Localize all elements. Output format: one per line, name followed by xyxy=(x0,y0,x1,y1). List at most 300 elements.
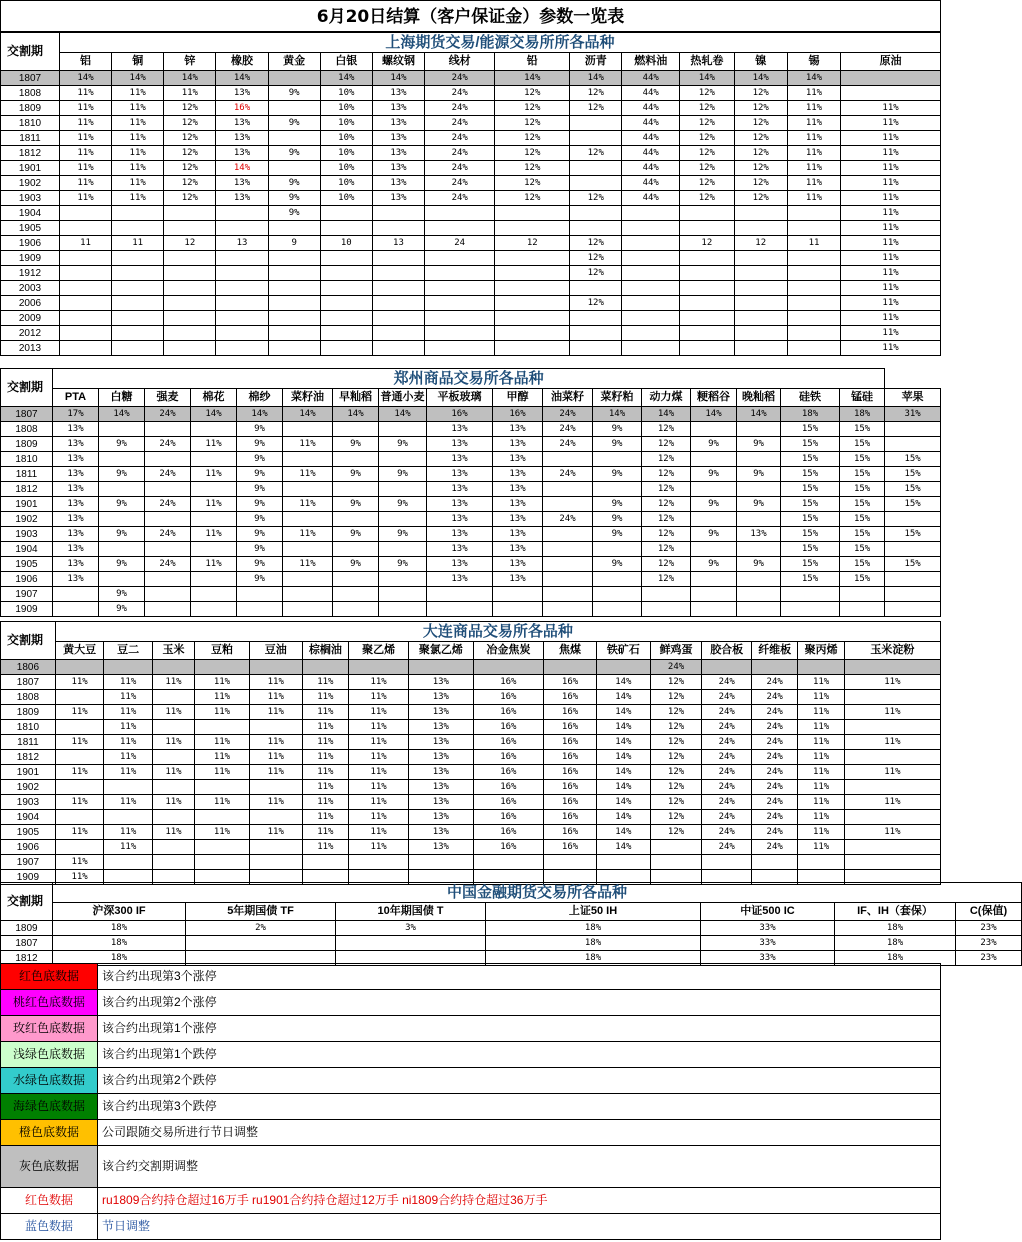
data-cell: 13% xyxy=(216,146,268,161)
data-cell: 18% xyxy=(486,936,701,951)
product-name: 豆油 xyxy=(249,642,302,660)
data-cell: 11% xyxy=(302,735,348,750)
table-row xyxy=(1,221,941,236)
data-cell: 13% xyxy=(409,705,473,720)
data-cell: 11% xyxy=(152,765,194,780)
data-cell: 15% xyxy=(840,497,885,512)
data-cell: 11% xyxy=(349,840,409,855)
legend-description: 该合约出现第1个跌停 xyxy=(98,1042,941,1068)
data-cell xyxy=(844,780,940,795)
data-cell: 44% xyxy=(622,146,680,161)
data-cell: 11% xyxy=(191,527,237,542)
data-cell: 13% xyxy=(427,437,493,452)
product-name: 5年期国债 TF xyxy=(186,903,336,921)
data-cell xyxy=(112,206,164,221)
data-cell xyxy=(191,542,237,557)
data-cell: 11% xyxy=(249,795,302,810)
data-cell: 11% xyxy=(841,311,941,326)
data-cell: 24% xyxy=(702,780,752,795)
data-cell xyxy=(320,341,372,356)
data-cell xyxy=(372,341,424,356)
data-cell: 11% xyxy=(798,720,844,735)
data-cell: 18% xyxy=(840,407,885,422)
data-cell: 11% xyxy=(787,86,840,101)
shfe-table xyxy=(0,32,941,356)
product-name: 棉纱 xyxy=(237,389,283,407)
data-cell xyxy=(543,452,593,467)
data-cell xyxy=(543,602,593,617)
data-cell: 11% xyxy=(787,191,840,206)
product-name: 锡 xyxy=(787,53,840,71)
data-cell xyxy=(55,660,104,675)
data-cell xyxy=(841,86,941,101)
product-name: 平板玻璃 xyxy=(427,389,493,407)
data-cell: 2% xyxy=(186,921,336,936)
product-name: 动力煤 xyxy=(642,389,691,407)
table-row xyxy=(1,311,941,326)
data-cell: 33% xyxy=(701,921,835,936)
data-cell xyxy=(543,497,593,512)
data-cell: 44% xyxy=(622,101,680,116)
data-cell: 24% xyxy=(751,810,797,825)
data-cell: 13% xyxy=(493,482,543,497)
data-cell xyxy=(544,660,597,675)
delivery-period: 1807 xyxy=(1,936,53,951)
data-cell: 14% xyxy=(596,765,650,780)
data-cell xyxy=(268,71,320,86)
data-cell: 11% xyxy=(112,146,164,161)
data-cell xyxy=(691,602,737,617)
data-cell: 11% xyxy=(787,146,840,161)
data-cell xyxy=(798,855,844,870)
data-cell xyxy=(320,206,372,221)
data-cell: 11% xyxy=(349,810,409,825)
data-cell: 15% xyxy=(781,437,840,452)
table-row xyxy=(1,810,941,825)
data-cell: 9% xyxy=(237,467,283,482)
data-cell: 11% xyxy=(195,675,250,690)
data-cell xyxy=(372,221,424,236)
table-row xyxy=(1,251,941,266)
exchange-header-row xyxy=(1,622,941,642)
product-name: 橡胶 xyxy=(216,53,268,71)
data-cell: 24% xyxy=(702,735,752,750)
data-cell: 14% xyxy=(596,720,650,735)
product-name: 原油 xyxy=(841,53,941,71)
data-cell: 12% xyxy=(650,795,702,810)
product-name: 燃料油 xyxy=(622,53,680,71)
data-cell: 23% xyxy=(956,921,1022,936)
data-cell: 24% xyxy=(425,176,495,191)
data-cell: 11% xyxy=(152,675,194,690)
data-cell: 24% xyxy=(751,825,797,840)
data-cell xyxy=(268,221,320,236)
data-cell xyxy=(268,266,320,281)
data-cell xyxy=(268,326,320,341)
data-cell xyxy=(333,512,379,527)
data-cell xyxy=(112,266,164,281)
data-cell: 11% xyxy=(798,675,844,690)
data-cell: 18% xyxy=(835,936,956,951)
data-cell: 11% xyxy=(55,795,104,810)
data-cell: 9% xyxy=(379,557,427,572)
data-cell: 24% xyxy=(425,161,495,176)
period-label: 交割期 xyxy=(1,883,53,921)
data-cell: 14% xyxy=(99,407,145,422)
data-cell xyxy=(840,602,885,617)
data-cell: 12% xyxy=(570,266,622,281)
data-cell xyxy=(195,780,250,795)
data-cell xyxy=(885,542,941,557)
legend-row xyxy=(1,1188,941,1214)
legend-description: 节日调整 xyxy=(98,1214,941,1240)
data-cell: 12% xyxy=(495,116,570,131)
data-cell xyxy=(333,572,379,587)
data-cell xyxy=(425,251,495,266)
data-cell: 10% xyxy=(320,116,372,131)
data-cell: 13% xyxy=(216,86,268,101)
data-cell: 13% xyxy=(53,452,99,467)
data-cell: 24% xyxy=(751,780,797,795)
data-cell xyxy=(99,422,145,437)
data-cell: 9% xyxy=(237,542,283,557)
exchange-name: 郑州商品交易所各品种 xyxy=(53,369,885,389)
data-cell xyxy=(379,482,427,497)
product-header-row xyxy=(1,642,941,660)
data-cell xyxy=(622,251,680,266)
data-cell xyxy=(186,936,336,951)
data-cell: 16% xyxy=(544,690,597,705)
data-cell xyxy=(283,602,333,617)
data-cell xyxy=(283,422,333,437)
data-cell xyxy=(691,482,737,497)
product-name: 锌 xyxy=(164,53,216,71)
data-cell: 11% xyxy=(841,326,941,341)
data-cell: 24% xyxy=(145,437,191,452)
data-cell xyxy=(642,602,691,617)
data-cell: 11% xyxy=(302,705,348,720)
data-cell: 18% xyxy=(486,951,701,966)
data-cell xyxy=(570,341,622,356)
product-header-row xyxy=(1,389,941,407)
product-name: 纤维板 xyxy=(751,642,797,660)
data-cell: 10% xyxy=(320,86,372,101)
data-cell: 18% xyxy=(835,951,956,966)
table-row xyxy=(1,572,941,587)
data-cell: 11% xyxy=(59,146,111,161)
data-cell: 14% xyxy=(596,810,650,825)
data-cell xyxy=(379,422,427,437)
data-cell: 16% xyxy=(473,780,544,795)
delivery-period: 1905 xyxy=(1,825,56,840)
data-cell: 24% xyxy=(702,795,752,810)
data-cell xyxy=(622,266,680,281)
data-cell: 31% xyxy=(885,407,941,422)
data-cell: 13% xyxy=(372,146,424,161)
table-row xyxy=(1,281,941,296)
data-cell xyxy=(543,542,593,557)
data-cell xyxy=(283,512,333,527)
legend-row xyxy=(1,1016,941,1042)
data-cell xyxy=(164,221,216,236)
data-cell xyxy=(493,587,543,602)
legend-row xyxy=(1,1120,941,1146)
data-cell: 11% xyxy=(59,101,111,116)
data-cell: 13% xyxy=(216,116,268,131)
data-cell: 11% xyxy=(787,176,840,191)
data-cell: 15% xyxy=(840,557,885,572)
data-cell: 12% xyxy=(734,131,787,146)
data-cell: 14% xyxy=(237,407,283,422)
data-cell: 11 xyxy=(787,236,840,251)
delivery-period: 1812 xyxy=(1,482,53,497)
data-cell xyxy=(379,602,427,617)
data-cell: 13% xyxy=(737,527,781,542)
data-cell xyxy=(59,221,111,236)
data-cell: 12% xyxy=(642,557,691,572)
data-cell xyxy=(372,281,424,296)
data-cell xyxy=(55,690,104,705)
data-cell xyxy=(570,116,622,131)
data-cell: 14% xyxy=(691,407,737,422)
data-cell: 24% xyxy=(702,690,752,705)
data-cell xyxy=(596,855,650,870)
data-cell: 17% xyxy=(53,407,99,422)
data-cell: 16% xyxy=(544,675,597,690)
data-cell: 24% xyxy=(702,825,752,840)
data-cell: 9% xyxy=(593,512,642,527)
table-row xyxy=(1,512,941,527)
data-cell: 13% xyxy=(409,735,473,750)
data-cell xyxy=(99,482,145,497)
product-name: 粳稻谷 xyxy=(691,389,737,407)
data-cell: 12% xyxy=(650,705,702,720)
data-cell: 11% xyxy=(841,341,941,356)
data-cell xyxy=(680,341,734,356)
data-cell xyxy=(302,855,348,870)
data-cell: 11% xyxy=(249,825,302,840)
data-cell: 11% xyxy=(249,705,302,720)
data-cell xyxy=(283,587,333,602)
data-cell: 15% xyxy=(840,482,885,497)
data-cell xyxy=(268,296,320,311)
data-cell xyxy=(781,587,840,602)
table-row xyxy=(1,675,941,690)
data-cell: 11% xyxy=(283,497,333,512)
table-row xyxy=(1,191,941,206)
delivery-period: 1807 xyxy=(1,71,60,86)
data-cell: 11% xyxy=(349,750,409,765)
data-cell: 11% xyxy=(112,101,164,116)
delivery-period: 1807 xyxy=(1,407,53,422)
data-cell xyxy=(237,602,283,617)
product-name: 聚氯乙烯 xyxy=(409,642,473,660)
product-name: 早籼稻 xyxy=(333,389,379,407)
product-name: 甲醇 xyxy=(493,389,543,407)
data-cell: 14% xyxy=(596,705,650,720)
product-name: 玉米 xyxy=(152,642,194,660)
table-row xyxy=(1,467,941,482)
data-cell xyxy=(885,602,941,617)
data-cell: 9% xyxy=(237,437,283,452)
data-cell: 24% xyxy=(702,765,752,780)
data-cell xyxy=(333,422,379,437)
data-cell xyxy=(216,326,268,341)
product-name: 普通小麦 xyxy=(379,389,427,407)
product-name: 沥青 xyxy=(570,53,622,71)
legend-label: 海绿色底数据 xyxy=(1,1094,98,1120)
exchange-header-row xyxy=(1,33,941,53)
data-cell xyxy=(427,587,493,602)
data-cell: 14% xyxy=(570,71,622,86)
product-name: 硅铁 xyxy=(781,389,840,407)
legend-description: 该合约出现第1个涨停 xyxy=(98,1016,941,1042)
data-cell: 12% xyxy=(680,131,734,146)
legend-row xyxy=(1,964,941,990)
data-cell xyxy=(55,840,104,855)
product-name: 菜籽油 xyxy=(283,389,333,407)
data-cell xyxy=(349,660,409,675)
delivery-period: 1807 xyxy=(1,675,56,690)
data-cell: 9% xyxy=(379,497,427,512)
data-cell xyxy=(283,482,333,497)
data-cell: 14% xyxy=(596,675,650,690)
data-cell xyxy=(840,587,885,602)
delivery-period: 1904 xyxy=(1,542,53,557)
data-cell: 12% xyxy=(642,527,691,542)
data-cell: 24% xyxy=(145,527,191,542)
data-cell xyxy=(787,311,840,326)
product-name: 菜籽粕 xyxy=(593,389,642,407)
data-cell: 9% xyxy=(237,527,283,542)
data-cell: 12% xyxy=(734,86,787,101)
data-cell xyxy=(844,720,940,735)
data-cell: 14% xyxy=(372,71,424,86)
table-row xyxy=(1,452,941,467)
data-cell xyxy=(195,660,250,675)
data-cell xyxy=(885,437,941,452)
data-cell: 14% xyxy=(216,71,268,86)
table-row xyxy=(1,765,941,780)
data-cell: 16% xyxy=(544,840,597,855)
data-cell: 15% xyxy=(885,452,941,467)
data-cell xyxy=(112,251,164,266)
data-cell: 11% xyxy=(191,467,237,482)
data-cell: 11% xyxy=(798,840,844,855)
data-cell xyxy=(409,855,473,870)
data-cell xyxy=(691,452,737,467)
delivery-period: 2006 xyxy=(1,296,60,311)
data-cell xyxy=(53,602,99,617)
data-cell xyxy=(737,452,781,467)
delivery-period: 1901 xyxy=(1,765,56,780)
data-cell: 11% xyxy=(349,690,409,705)
data-cell: 12% xyxy=(570,251,622,266)
data-cell xyxy=(152,780,194,795)
data-cell xyxy=(734,326,787,341)
data-cell: 12% xyxy=(495,131,570,146)
legend-label: 红色数据 xyxy=(1,1188,98,1214)
data-cell xyxy=(216,281,268,296)
data-cell: 24% xyxy=(425,131,495,146)
data-cell xyxy=(283,542,333,557)
data-cell: 24% xyxy=(702,750,752,765)
data-cell xyxy=(333,542,379,557)
data-cell: 12% xyxy=(570,101,622,116)
data-cell: 12% xyxy=(642,422,691,437)
data-cell: 13% xyxy=(372,176,424,191)
data-cell: 12% xyxy=(650,750,702,765)
data-cell xyxy=(104,660,153,675)
data-cell: 9% xyxy=(99,587,145,602)
exchange-name: 中国金融期货交易所各品种 xyxy=(53,883,1022,903)
data-cell: 11% xyxy=(302,675,348,690)
exchange-name: 大连商品交易所各品种 xyxy=(55,622,940,642)
data-cell xyxy=(680,296,734,311)
data-cell: 16% xyxy=(473,750,544,765)
data-cell: 11% xyxy=(844,675,940,690)
data-cell: 18% xyxy=(53,936,186,951)
data-cell: 11% xyxy=(59,191,111,206)
data-cell: 11% xyxy=(249,765,302,780)
data-cell: 13% xyxy=(427,557,493,572)
data-cell: 14% xyxy=(680,71,734,86)
delivery-period: 1810 xyxy=(1,116,60,131)
data-cell xyxy=(751,660,797,675)
data-cell: 12% xyxy=(642,482,691,497)
data-cell: 12 xyxy=(495,236,570,251)
data-cell: 15% xyxy=(885,482,941,497)
data-cell: 12% xyxy=(680,116,734,131)
data-cell: 11% xyxy=(798,780,844,795)
data-cell xyxy=(787,206,840,221)
data-cell xyxy=(55,720,104,735)
data-cell xyxy=(425,311,495,326)
data-cell xyxy=(372,326,424,341)
data-cell xyxy=(425,221,495,236)
data-cell: 9% xyxy=(268,176,320,191)
data-cell: 9% xyxy=(593,467,642,482)
data-cell: 11% xyxy=(152,795,194,810)
data-cell: 14% xyxy=(596,780,650,795)
data-cell: 12% xyxy=(650,690,702,705)
data-cell xyxy=(152,720,194,735)
data-cell: 14% xyxy=(596,750,650,765)
legend-label: 橙色底数据 xyxy=(1,1120,98,1146)
data-cell: 13% xyxy=(372,131,424,146)
data-cell: 24% xyxy=(425,146,495,161)
data-cell xyxy=(191,482,237,497)
data-cell: 12% xyxy=(734,161,787,176)
legend-row xyxy=(1,1042,941,1068)
data-cell xyxy=(473,660,544,675)
data-cell xyxy=(283,572,333,587)
data-cell: 12% xyxy=(734,191,787,206)
data-cell: 13% xyxy=(427,422,493,437)
data-cell: 12% xyxy=(680,146,734,161)
table-row xyxy=(1,936,1022,951)
data-cell: 15% xyxy=(840,422,885,437)
product-name: 玉米淀粉 xyxy=(844,642,940,660)
data-cell: 9% xyxy=(333,527,379,542)
data-cell xyxy=(164,251,216,266)
data-cell: 11% xyxy=(195,795,250,810)
data-cell: 15% xyxy=(840,437,885,452)
data-cell xyxy=(543,482,593,497)
data-cell xyxy=(283,452,333,467)
data-cell xyxy=(195,720,250,735)
table-row xyxy=(1,422,941,437)
